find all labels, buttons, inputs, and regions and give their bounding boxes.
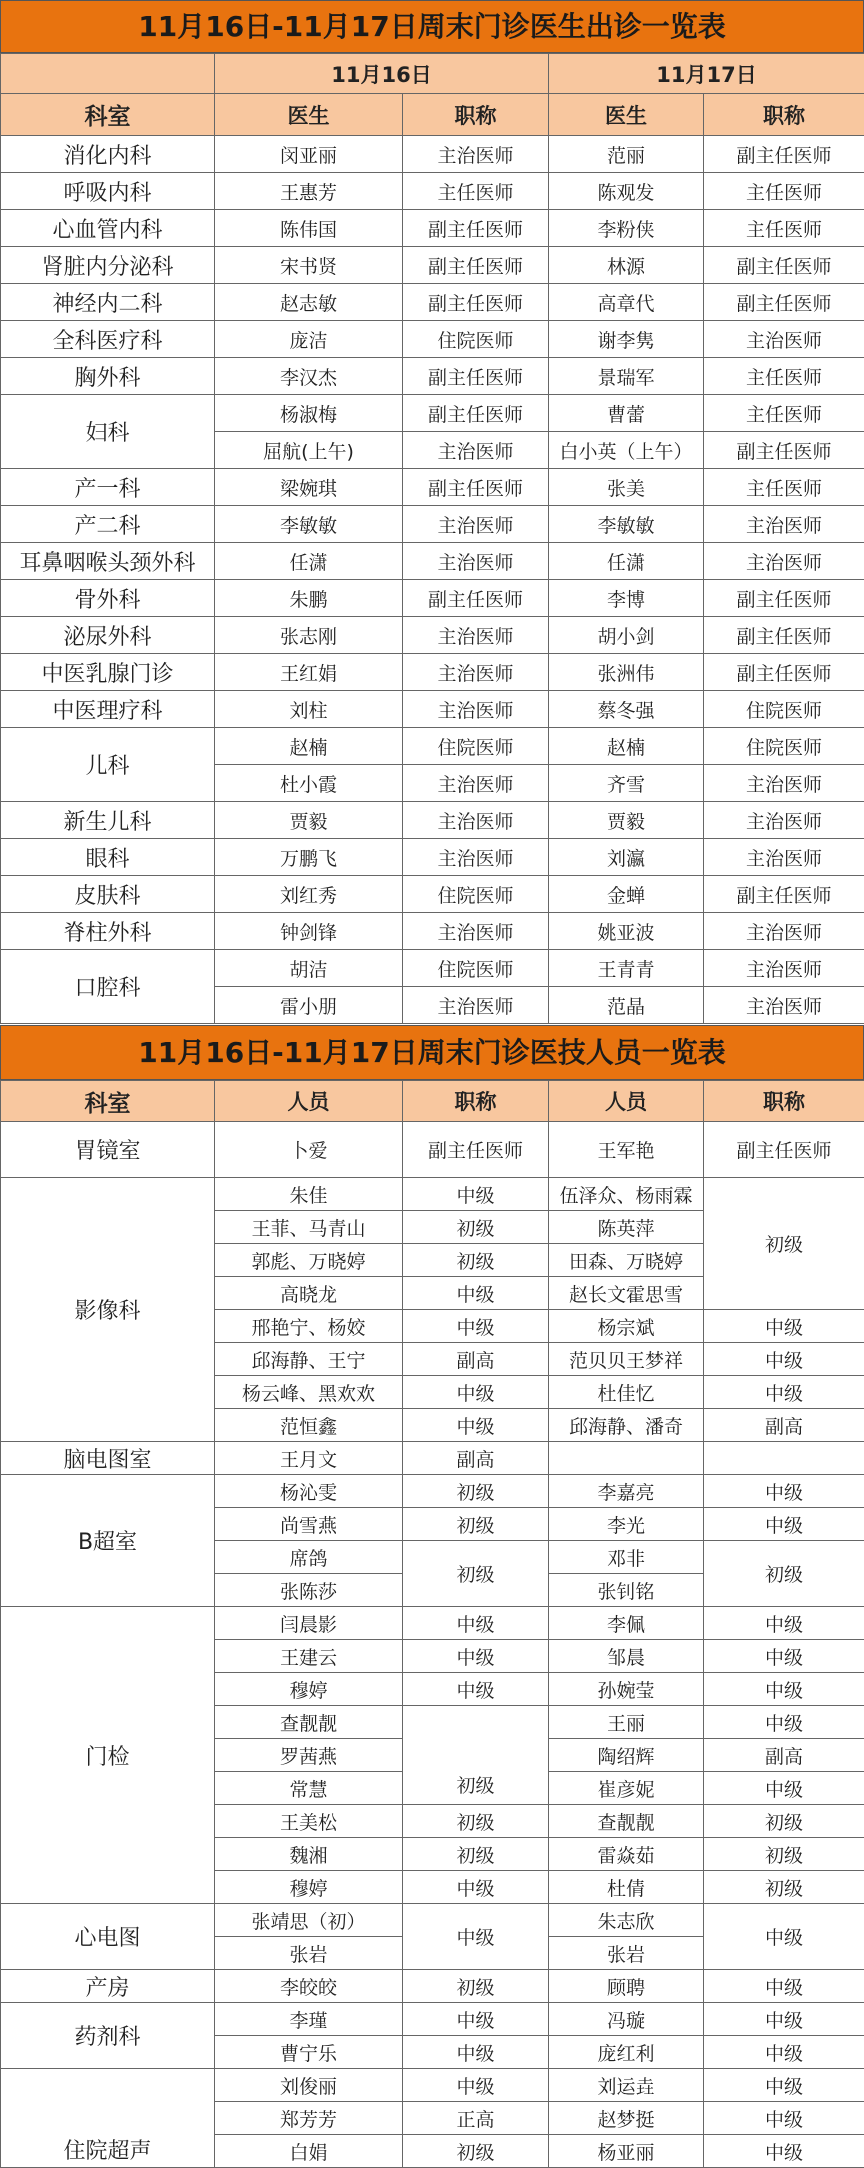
- staff-cell: 卜爱: [215, 1122, 403, 1178]
- staff-cell: 王美松: [215, 1805, 403, 1838]
- level-cell: 中级: [704, 1904, 864, 1970]
- doctor-cell: 陈观发: [549, 173, 704, 210]
- level-cell: 初级: [403, 1541, 549, 1607]
- doctor-row: [1, 691, 864, 728]
- tech-schedule-table: [0, 1080, 864, 2168]
- level-cell: 正高: [403, 2102, 549, 2135]
- staff-cell: 李佩: [549, 1607, 704, 1640]
- title-cell: 主治医师: [403, 654, 549, 691]
- title-cell: 副主任医师: [704, 432, 864, 469]
- doctor-cell: 屈航(上午): [215, 432, 403, 469]
- doctor-cell: 高章代: [549, 284, 704, 321]
- doctor-row: [1, 247, 864, 284]
- doctor-cell: 赵楠: [215, 728, 403, 765]
- doctor-cell: 范丽: [549, 136, 704, 173]
- staff-cell: 郭彪、万晓婷: [215, 1244, 403, 1277]
- staff-cell: 常慧: [215, 1772, 403, 1805]
- level-cell: 中级: [704, 2069, 864, 2102]
- title-cell: 住院医师: [403, 950, 549, 987]
- doctor-cell: 庞洁: [215, 321, 403, 358]
- doctor-row: [1, 395, 864, 432]
- dept-cell: 脊柱外科: [1, 913, 215, 950]
- doctor-cell: 万鹏飞: [215, 839, 403, 876]
- col-doctor1-header: 医生: [215, 94, 403, 136]
- tech-schedule: [0, 1025, 864, 2168]
- dept-cell: 皮肤科: [1, 876, 215, 913]
- doctor-cell: 陈伟国: [215, 210, 403, 247]
- staff-cell: 冯璇: [549, 2003, 704, 2036]
- doctor-cell: 宋书贤: [215, 247, 403, 284]
- level-cell: 中级: [403, 2003, 549, 2036]
- doctor-cell: 贾毅: [215, 802, 403, 839]
- level-cell: 中级: [704, 1772, 864, 1805]
- tech-col-dept-header: 科室: [1, 1081, 215, 1122]
- title-cell: 主任医师: [704, 210, 864, 247]
- doctor-row: [1, 210, 864, 247]
- staff-cell: 穆婷: [215, 1871, 403, 1904]
- staff-cell: 王建云: [215, 1640, 403, 1673]
- doctor-row: [1, 839, 864, 876]
- level-cell: 中级: [704, 1475, 864, 1508]
- title-cell: 主治医师: [403, 913, 549, 950]
- staff-cell: 杨沁雯: [215, 1475, 403, 1508]
- level-cell: 初级: [704, 1838, 864, 1871]
- doctor-cell: 朱鹏: [215, 580, 403, 617]
- doctor-cell: 蔡冬强: [549, 691, 704, 728]
- level-cell: 中级: [704, 1376, 864, 1409]
- staff-cell: 曹宁乐: [215, 2036, 403, 2069]
- empty-cell: [704, 1442, 864, 1475]
- staff-cell: 赵长文霍思雪: [549, 1277, 704, 1310]
- doctor-cell: 钟剑锋: [215, 913, 403, 950]
- level-cell: 中级: [704, 1673, 864, 1706]
- doctor-cell: 赵志敏: [215, 284, 403, 321]
- level-cell: 中级: [704, 1640, 864, 1673]
- level-cell: 初级: [704, 1805, 864, 1838]
- title-cell: 主治医师: [403, 802, 549, 839]
- doctor-cell: 任潇: [549, 543, 704, 580]
- doctor-row: [1, 358, 864, 395]
- doctor-row: [1, 802, 864, 839]
- doctor-cell: 林源: [549, 247, 704, 284]
- staff-cell: 孙婉莹: [549, 1673, 704, 1706]
- staff-cell: 张钊铭: [549, 1574, 704, 1607]
- staff-cell: 崔彦妮: [549, 1772, 704, 1805]
- staff-cell: 李嘉亮: [549, 1475, 704, 1508]
- doctor-cell: 李敏敏: [549, 506, 704, 543]
- doctor-cell: 李敏敏: [215, 506, 403, 543]
- staff-cell: 李瑾: [215, 2003, 403, 2036]
- dept-cell: 耳鼻咽喉头颈外科: [1, 543, 215, 580]
- title-cell: 住院医师: [403, 876, 549, 913]
- level-cell: 中级: [403, 1673, 549, 1706]
- doctor-row: [1, 321, 864, 358]
- doctor-cell: 任潇: [215, 543, 403, 580]
- staff-cell: 杨云峰、黑欢欢: [215, 1376, 403, 1409]
- staff-cell: 邓非: [549, 1541, 704, 1574]
- title-cell: 主治医师: [403, 617, 549, 654]
- dept-cell: 胃镜室: [1, 1122, 215, 1178]
- title-cell: 主任医师: [403, 173, 549, 210]
- level-cell: 中级: [704, 1706, 864, 1739]
- level-cell: 中级: [704, 1343, 864, 1376]
- level-cell: 初级: [403, 2135, 549, 2168]
- doctor-cell: 贾毅: [549, 802, 704, 839]
- staff-cell: 雷焱茹: [549, 1838, 704, 1871]
- title-cell: 主治医师: [704, 950, 864, 987]
- doctor-schedule-table: [0, 53, 864, 1024]
- doctor-cell: 景瑞军: [549, 358, 704, 395]
- title-cell: 副主任医师: [704, 617, 864, 654]
- dept-cell: 产二科: [1, 506, 215, 543]
- staff-cell: 张岩: [549, 1937, 704, 1970]
- level-cell: 副主任医师: [403, 1122, 549, 1178]
- level-cell: 副高: [403, 1343, 549, 1376]
- col-title1-header: 职称: [403, 94, 549, 136]
- doctor-cell: 李汉杰: [215, 358, 403, 395]
- title-cell: 副主任医师: [704, 247, 864, 284]
- tech-col-title1-header: 职称: [403, 1081, 549, 1122]
- title-cell: 主治医师: [403, 543, 549, 580]
- doctor-cell: 曹蕾: [549, 395, 704, 432]
- tech-schedule-title: 11月16日-11月17日周末门诊医技人员一览表: [0, 1025, 864, 1080]
- col-title2-header: 职称: [704, 94, 864, 136]
- doctor-row: [1, 469, 864, 506]
- doctor-cell: 刘柱: [215, 691, 403, 728]
- dept-cell: 神经内二科: [1, 284, 215, 321]
- dept-cell: 全科医疗科: [1, 321, 215, 358]
- staff-cell: 刘运垚: [549, 2069, 704, 2102]
- staff-cell: 穆婷: [215, 1673, 403, 1706]
- doctor-cell: 闵亚丽: [215, 136, 403, 173]
- doctor-cell: 姚亚波: [549, 913, 704, 950]
- staff-cell: 杜倩: [549, 1871, 704, 1904]
- doctor-cell: 梁婉琪: [215, 469, 403, 506]
- doctor-cell: 胡小剑: [549, 617, 704, 654]
- staff-cell: 邱海静、王宁: [215, 1343, 403, 1376]
- level-cell: 副高: [704, 1739, 864, 1772]
- dept-cell: 药剂科: [1, 2003, 215, 2069]
- level-cell: 中级: [403, 1310, 549, 1343]
- dept-cell: 心血管内科: [1, 210, 215, 247]
- doctor-cell: 杨淑梅: [215, 395, 403, 432]
- level-cell: 中级: [704, 2036, 864, 2069]
- staff-cell: 朱佳: [215, 1178, 403, 1211]
- title-cell: 主任医师: [704, 395, 864, 432]
- doctor-row: [1, 913, 864, 950]
- doctor-cell: 雷小朋: [215, 987, 403, 1024]
- doctor-cell: 范晶: [549, 987, 704, 1024]
- dept-cell: 中医理疗科: [1, 691, 215, 728]
- level-cell: 初级: [403, 1211, 549, 1244]
- doctor-cell: 王红娟: [215, 654, 403, 691]
- doctor-row: [1, 950, 864, 987]
- staff-cell: 张岩: [215, 1937, 403, 1970]
- dept-cell: 中医乳腺门诊: [1, 654, 215, 691]
- title-cell: 副主任医师: [403, 469, 549, 506]
- doctor-cell: 张洲伟: [549, 654, 704, 691]
- doctor-row: [1, 173, 864, 210]
- dept-cell: 泌尿外科: [1, 617, 215, 654]
- dept-cell: 脑电图室: [1, 1442, 215, 1475]
- doctor-cell: 白小英（上午）: [549, 432, 704, 469]
- title-cell: 主任医师: [704, 469, 864, 506]
- staff-cell: 罗茜燕: [215, 1739, 403, 1772]
- doctor-row: [1, 580, 864, 617]
- level-cell: 中级: [403, 1640, 549, 1673]
- level-cell: 副高: [704, 1409, 864, 1442]
- title-cell: 主治医师: [403, 987, 549, 1024]
- level-cell: 中级: [704, 1508, 864, 1541]
- tech-col-staff1-header: 人员: [215, 1081, 403, 1122]
- dept-cell: 骨外科: [1, 580, 215, 617]
- title-cell: 副主任医师: [403, 210, 549, 247]
- staff-cell: 朱志欣: [549, 1904, 704, 1937]
- staff-cell: 邱海静、潘奇: [549, 1409, 704, 1442]
- doctor-row: [1, 284, 864, 321]
- dept-cell: 心电图: [1, 1904, 215, 1970]
- title-cell: 主任医师: [704, 173, 864, 210]
- staff-cell: 陈英萍: [549, 1211, 704, 1244]
- doctor-cell: 刘瀛: [549, 839, 704, 876]
- doctor-cell: 王惠芳: [215, 173, 403, 210]
- title-cell: 主治医师: [704, 506, 864, 543]
- staff-cell: 张陈莎: [215, 1574, 403, 1607]
- date-header-left-blank: [1, 54, 215, 94]
- level-cell: 副主任医师: [704, 1122, 864, 1178]
- level-cell: 中级: [403, 1904, 549, 1970]
- doctor-rows: [1, 136, 864, 1024]
- doctor-cell: 李粉侠: [549, 210, 704, 247]
- level-cell: 中级: [704, 1607, 864, 1640]
- dept-cell: 呼吸内科: [1, 173, 215, 210]
- title-cell: 主治医师: [704, 987, 864, 1024]
- staff-cell: 查靓靓: [215, 1706, 403, 1739]
- staff-cell: 王丽: [549, 1706, 704, 1739]
- staff-cell: 王月文: [215, 1442, 403, 1475]
- title-cell: 副主任医师: [403, 247, 549, 284]
- staff-cell: 邢艳宁、杨姣: [215, 1310, 403, 1343]
- level-cell: 中级: [403, 2069, 549, 2102]
- col-dept-header: 科室: [1, 94, 215, 136]
- title-cell: 主治医师: [704, 913, 864, 950]
- level-cell: 初级: [403, 1475, 549, 1508]
- level-cell: 中级: [403, 1178, 549, 1211]
- title-cell: 主治医师: [704, 765, 864, 802]
- title-cell: 主治医师: [704, 839, 864, 876]
- doctor-row: [1, 136, 864, 173]
- date2-header: 11月17日: [549, 54, 864, 94]
- doctor-schedule-title: 11月16日-11月17日周末门诊医生出诊一览表: [0, 0, 864, 53]
- level-cell: 中级: [704, 1310, 864, 1343]
- level-cell: 初级: [704, 1871, 864, 1904]
- title-cell: 住院医师: [403, 321, 549, 358]
- title-cell: 主治医师: [403, 691, 549, 728]
- dept-cell: 口腔科: [1, 950, 215, 1024]
- tech-col-title2-header: 职称: [704, 1081, 864, 1122]
- level-cell: 中级: [403, 1607, 549, 1640]
- level-cell: 初级: [403, 1838, 549, 1871]
- staff-cell: 张靖思（初）: [215, 1904, 403, 1937]
- level-cell: 初级: [403, 1706, 549, 1805]
- doctor-cell: 张志刚: [215, 617, 403, 654]
- doctor-row: [1, 506, 864, 543]
- doctor-row: [1, 543, 864, 580]
- dept-cell: 影像科: [1, 1178, 215, 1442]
- staff-cell: 陶绍辉: [549, 1739, 704, 1772]
- title-cell: 住院医师: [704, 691, 864, 728]
- dept-cell: 新生儿科: [1, 802, 215, 839]
- level-cell: 中级: [403, 1277, 549, 1310]
- title-cell: 住院医师: [403, 728, 549, 765]
- staff-cell: 赵梦挺: [549, 2102, 704, 2135]
- doctor-row: [1, 728, 864, 765]
- dept-cell: 眼科: [1, 839, 215, 876]
- doctor-cell: 赵楠: [549, 728, 704, 765]
- level-cell: 初级: [704, 1541, 864, 1607]
- staff-cell: 邹晨: [549, 1640, 704, 1673]
- level-cell: 初级: [403, 1970, 549, 2003]
- doctor-cell: 刘红秀: [215, 876, 403, 913]
- level-cell: 初级: [403, 1508, 549, 1541]
- level-cell: 初级: [704, 1178, 864, 1310]
- level-cell: 中级: [403, 1871, 549, 1904]
- staff-cell: 伍泽众、杨雨霖: [549, 1178, 704, 1211]
- dept-cell: 消化内科: [1, 136, 215, 173]
- staff-cell: 顾聘: [549, 1970, 704, 2003]
- title-cell: 主任医师: [704, 358, 864, 395]
- dept-cell: 住院超声: [1, 2069, 215, 2168]
- title-cell: 副主任医师: [403, 395, 549, 432]
- staff-cell: 杨亚丽: [549, 2135, 704, 2168]
- level-cell: 副高: [403, 1442, 549, 1475]
- doctor-cell: 李博: [549, 580, 704, 617]
- dept-cell: B超室: [1, 1475, 215, 1607]
- staff-cell: 席鸽: [215, 1541, 403, 1574]
- title-cell: 副主任医师: [704, 136, 864, 173]
- title-cell: 副主任医师: [704, 580, 864, 617]
- title-cell: 主治医师: [403, 136, 549, 173]
- doctor-cell: 王青青: [549, 950, 704, 987]
- doctor-row: [1, 654, 864, 691]
- title-cell: 副主任医师: [704, 876, 864, 913]
- dept-cell: 产房: [1, 1970, 215, 2003]
- staff-cell: 高晓龙: [215, 1277, 403, 1310]
- staff-cell: 郑芳芳: [215, 2102, 403, 2135]
- title-cell: 主治医师: [403, 839, 549, 876]
- staff-cell: 杜佳忆: [549, 1376, 704, 1409]
- staff-cell: 李光: [549, 1508, 704, 1541]
- staff-cell: 李皎皎: [215, 1970, 403, 2003]
- title-cell: 副主任医师: [403, 358, 549, 395]
- staff-cell: 庞红利: [549, 2036, 704, 2069]
- level-cell: 中级: [704, 1970, 864, 2003]
- staff-cell: 田森、万晓婷: [549, 1244, 704, 1277]
- staff-cell: 王菲、马青山: [215, 1211, 403, 1244]
- dept-cell: 胸外科: [1, 358, 215, 395]
- title-cell: 副主任医师: [403, 580, 549, 617]
- staff-cell: 王军艳: [549, 1122, 704, 1178]
- staff-cell: 范恒鑫: [215, 1409, 403, 1442]
- doctor-cell: 齐雪: [549, 765, 704, 802]
- doctor-cell: 胡洁: [215, 950, 403, 987]
- empty-cell: [549, 1442, 704, 1475]
- dept-cell: 肾脏内分泌科: [1, 247, 215, 284]
- doctor-cell: 杜小霞: [215, 765, 403, 802]
- date1-header: 11月16日: [215, 54, 549, 94]
- level-cell: 中级: [403, 2036, 549, 2069]
- title-cell: 副主任医师: [704, 284, 864, 321]
- title-cell: 副主任医师: [403, 284, 549, 321]
- dept-cell: 门检: [1, 1607, 215, 1904]
- doctor-cell: 谢李隽: [549, 321, 704, 358]
- doctor-schedule: [0, 0, 864, 1024]
- dept-cell: 妇科: [1, 395, 215, 469]
- level-cell: 中级: [403, 1376, 549, 1409]
- staff-cell: 尚雪燕: [215, 1508, 403, 1541]
- staff-cell: 白娟: [215, 2135, 403, 2168]
- staff-cell: 范贝贝王梦祥: [549, 1343, 704, 1376]
- title-cell: 主治医师: [704, 802, 864, 839]
- dept-cell: 产一科: [1, 469, 215, 506]
- level-cell: 中级: [704, 2135, 864, 2168]
- title-cell: 主治医师: [403, 432, 549, 469]
- staff-cell: 杨宗斌: [549, 1310, 704, 1343]
- title-cell: 主治医师: [403, 506, 549, 543]
- level-cell: 中级: [403, 1409, 549, 1442]
- tech-col-staff2-header: 人员: [549, 1081, 704, 1122]
- title-cell: 住院医师: [704, 728, 864, 765]
- staff-cell: 刘俊丽: [215, 2069, 403, 2102]
- level-cell: 中级: [704, 2102, 864, 2135]
- doctor-row: [1, 876, 864, 913]
- staff-cell: 闫晨影: [215, 1607, 403, 1640]
- staff-cell: 查靓靓: [549, 1805, 704, 1838]
- doctor-cell: 张美: [549, 469, 704, 506]
- doctor-row: [1, 617, 864, 654]
- title-cell: 副主任医师: [704, 654, 864, 691]
- col-doctor2-header: 医生: [549, 94, 704, 136]
- level-cell: 初级: [403, 1244, 549, 1277]
- level-cell: 中级: [704, 2003, 864, 2036]
- title-cell: 主治医师: [704, 321, 864, 358]
- doctor-cell: 金蝉: [549, 876, 704, 913]
- staff-cell: 魏湘: [215, 1838, 403, 1871]
- title-cell: 主治医师: [403, 765, 549, 802]
- level-cell: 初级: [403, 1805, 549, 1838]
- dept-cell: 儿科: [1, 728, 215, 802]
- title-cell: 主治医师: [704, 543, 864, 580]
